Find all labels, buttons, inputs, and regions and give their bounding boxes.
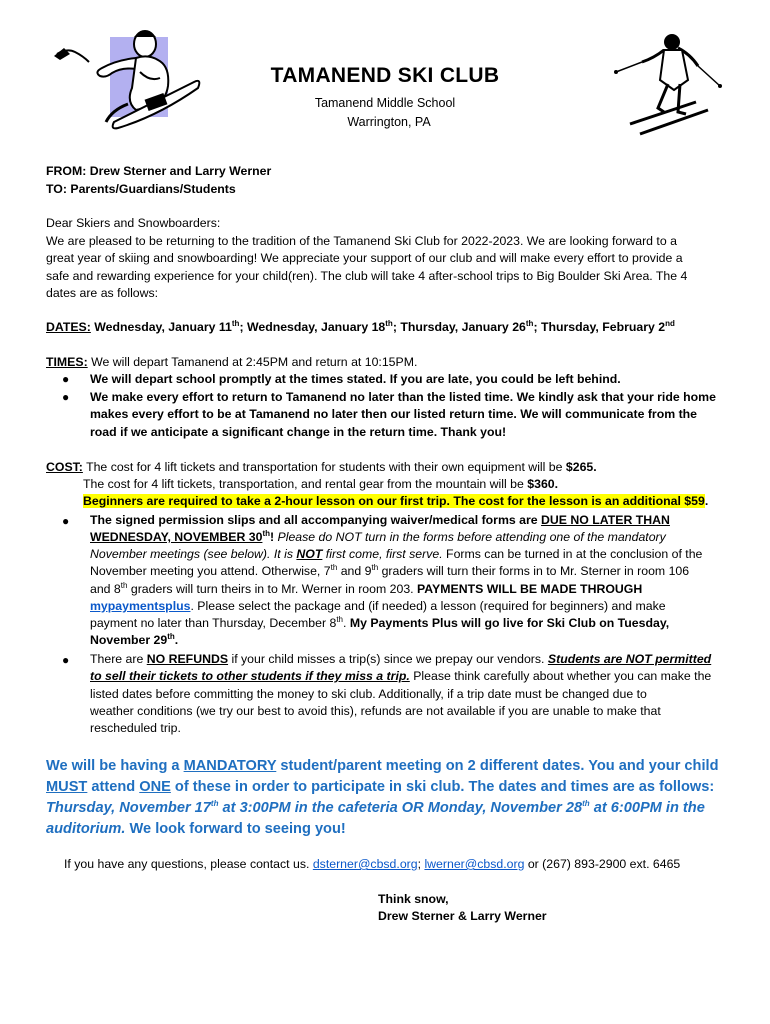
sup: th	[582, 799, 590, 809]
text: to sell their tickets to other students if they miss a trip.	[90, 669, 410, 683]
lesson-end: .	[704, 494, 709, 508]
times-label: TIMES:	[46, 355, 88, 369]
bullet-icon: ●	[62, 372, 70, 386]
text: Please think carefully about whether you can make the	[409, 669, 712, 683]
sup: th	[525, 318, 534, 328]
email-link-sterner[interactable]: dsterner@cbsd.org	[312, 857, 418, 871]
sup: th	[120, 580, 128, 590]
times-line	[46, 354, 417, 372]
sup: th	[262, 528, 270, 538]
times-bullet-1: We will depart school promptly at the times stated. If you are late, you could be left behind.	[90, 372, 621, 386]
sup: th	[167, 631, 175, 641]
text: ;	[417, 857, 425, 871]
text: if your child misses a trip(s) since we prepay our vendors.	[228, 652, 548, 666]
text: Please do NOT turn in the forms before attending one of the mandatory	[274, 530, 666, 544]
text: !	[270, 530, 275, 544]
permission-line-7	[90, 615, 669, 633]
refunds-line-1	[90, 651, 711, 669]
text: If you have any questions, please contact us.	[64, 857, 313, 871]
cost-line-1	[46, 459, 597, 477]
cost-label: COST:	[46, 460, 83, 474]
text: The signed permission slips and all accompanying waiver/medical forms are	[90, 513, 542, 527]
permission-line-3	[90, 546, 702, 564]
cost-price-1: $265.	[565, 460, 597, 474]
cost-line-2	[83, 476, 558, 494]
meeting-line-1	[46, 756, 718, 777]
text: first come, first serve.	[322, 547, 443, 561]
text: of these in order to participate in ski club. The dates and times are as follows:	[170, 779, 715, 795]
memo-to: TO: Parents/Guardians/Students	[46, 182, 236, 196]
text: We look forward to seeing you!	[125, 821, 346, 837]
page-title: TAMANEND SKI CLUB	[270, 64, 500, 87]
text: at 6:00PM in the	[589, 800, 705, 816]
sup: th	[210, 799, 219, 809]
permission-line-4	[90, 563, 689, 581]
refunds-line-2	[90, 668, 711, 686]
text: MANDATORY	[183, 758, 277, 774]
school-name: Tamanend Middle School	[314, 96, 456, 110]
memo-from: FROM: Drew Sterner and Larry Werner	[46, 164, 272, 178]
refunds-line-3: listed dates before committing the money to ski club. Additionally, if a trip date must be changed due to	[90, 687, 647, 701]
dates-line	[46, 319, 675, 337]
text: . Please select the package and (if needed) a lesson (required for beginners) and make	[190, 599, 666, 613]
sup: th	[330, 562, 338, 572]
dates-label: DATES:	[46, 320, 91, 334]
school-location: Warrington, PA	[347, 115, 431, 129]
text: November 29	[90, 633, 168, 647]
sup: th	[336, 614, 343, 624]
no-refunds: NO REFUNDS	[146, 652, 229, 666]
bullet-icon: ●	[62, 653, 70, 667]
intro-line: dates are as follows:	[46, 286, 159, 300]
due-date: DUE NO LATER THAN	[541, 513, 670, 527]
date-2: ; Wednesday, January 18	[239, 320, 386, 334]
email-link-werner[interactable]: lwerner@cbsd.org	[424, 857, 525, 871]
due-date: WEDNESDAY, NOVEMBER 30	[90, 530, 263, 544]
permission-line-6	[90, 598, 666, 616]
text: or (267) 893-2900 ext. 6465	[524, 857, 681, 871]
text: graders will turn theirs in to Mr. Werner in room 203.	[127, 582, 417, 596]
text: Students are NOT permitted	[547, 652, 712, 666]
text: auditorium.	[46, 821, 126, 837]
permission-line-1	[90, 512, 670, 530]
text: student/parent meeting on 2 different dates. You and your child	[276, 758, 719, 774]
sup: nd	[665, 318, 675, 328]
times-text: We will depart Tamanend at 2:45PM and return at 10:15PM.	[87, 355, 418, 369]
date-3: ; Thursday, January 26	[392, 320, 526, 334]
sup: th	[231, 318, 240, 328]
greeting: Dear Skiers and Snowboarders:	[46, 216, 221, 230]
lesson-line	[83, 493, 708, 511]
date-4: ; Thursday, February 2	[533, 320, 666, 334]
bullet-icon: ●	[62, 514, 70, 528]
refunds-line-5: rescheduled trip.	[90, 721, 181, 735]
text: My Payments Plus will go live for Ski Club on Tuesday,	[349, 616, 670, 630]
contact-line	[64, 856, 680, 874]
text: payment no later than Thursday, December 8	[90, 616, 337, 630]
meeting-line-4	[46, 819, 346, 840]
text: We will be having a	[46, 758, 184, 774]
permission-line-8	[90, 632, 178, 650]
intro-line: We are pleased to be returning to the tradition of the Tamanend Ski Club for 2022-2023. We are looking forward to a	[46, 234, 677, 248]
times-bullet-2-cont: road if we anticipate a significant change in the return time. Thank you!	[90, 425, 507, 439]
signoff-line-1: Think snow,	[378, 892, 449, 906]
times-bullet-2-cont: makes every effort to be at Tamanend no later then our listed return time. We will communicate from the	[90, 407, 698, 421]
text: and 8	[90, 582, 121, 596]
permission-line-2	[90, 529, 666, 547]
text: November meetings (see below). It is	[90, 547, 297, 561]
meeting-line-3	[46, 798, 705, 819]
refunds-line-4: weather conditions (we try our best to avoid this), refunds are not available if you are unable to make that	[90, 704, 661, 718]
intro-line: great year of skiing and snowboarding! We appreciate your support of our club and will make every effort to provide a	[46, 251, 683, 265]
text: .	[174, 633, 179, 647]
text: graders will turn their forms in to Mr. Sterner in room 106	[378, 564, 690, 578]
text: NOT	[296, 547, 323, 561]
meeting-line-2	[46, 777, 714, 798]
text: MUST	[46, 779, 88, 795]
mypaymentsplus-link[interactable]: mypaymentsplus	[90, 599, 191, 613]
bullet-icon: ●	[62, 390, 70, 404]
text: PAYMENTS WILL BE MADE THROUGH	[417, 582, 643, 596]
date-1: Wednesday, January 11	[90, 320, 232, 334]
times-bullet-2: We make every effort to return to Tamanend no later than the listed time. We kindly ask that your ride home	[90, 390, 716, 404]
text: Forms can be turned in at the conclusion of the	[442, 547, 703, 561]
text: Thursday, November 17	[46, 800, 211, 816]
sup: th	[385, 318, 393, 328]
intro-line: safe and rewarding experience for your child(ren). The club will take 4 after-school trips to Big Boulder Ski Area. The 4	[46, 269, 688, 283]
cost-text: The cost for 4 lift tickets and transportation for students with their own equipment will be	[82, 460, 566, 474]
text: .	[342, 616, 350, 630]
text: at 3:00PM in the cafeteria OR Monday, November 28	[218, 800, 583, 816]
cost-price-2: $360.	[527, 477, 559, 491]
signoff-line-2: Drew Sterner & Larry Werner	[378, 909, 547, 923]
cost-text: The cost for 4 lift tickets, transportation, and rental gear from the mountain will be	[83, 477, 528, 491]
text: ONE	[139, 779, 171, 795]
text: November meeting you attend. Otherwise, 7	[90, 564, 331, 578]
text: attend	[87, 779, 140, 795]
lesson-highlight: Beginners are required to take a 2-hour lesson on our first trip. The cost for the lesson is an additional $59	[83, 494, 705, 508]
permission-line-5	[90, 581, 642, 599]
text: There are	[90, 652, 147, 666]
sup: th	[371, 562, 379, 572]
text: and 9	[337, 564, 372, 578]
